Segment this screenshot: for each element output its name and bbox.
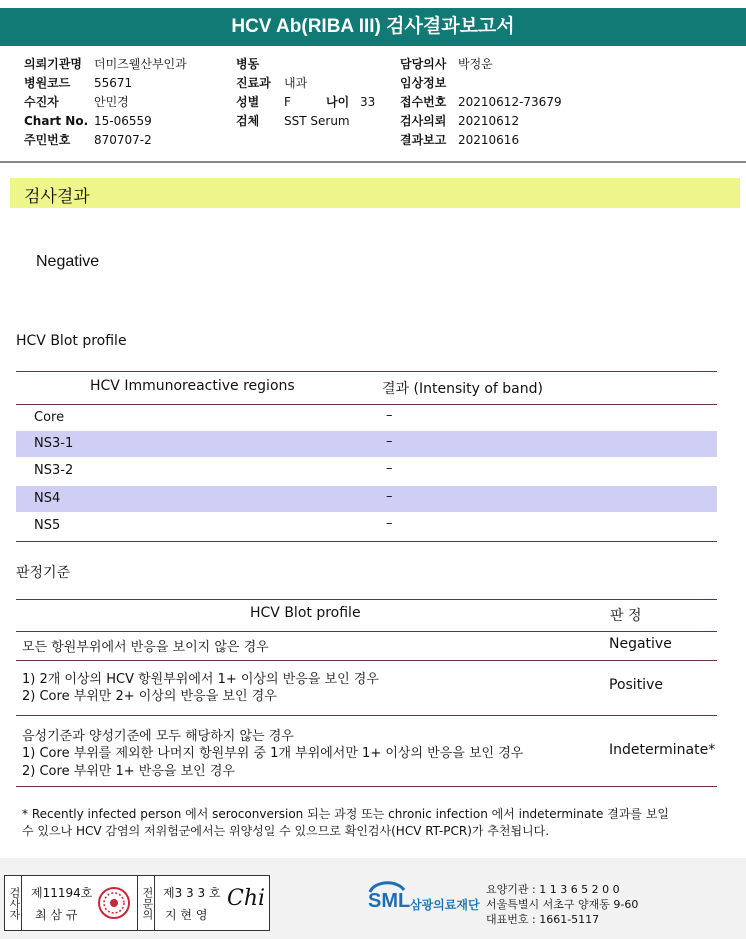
criteria-title: 판정기준 — [16, 565, 71, 581]
age-label: 나이 — [326, 95, 350, 109]
info-row — [400, 131, 630, 150]
info-row — [236, 55, 386, 74]
logo-text: SML — [368, 890, 411, 912]
info-divider — [0, 161, 746, 163]
info-label: 의뢰기관명 — [24, 57, 82, 71]
info-label: 진료과 — [236, 76, 271, 90]
result-cell: – — [386, 516, 393, 531]
info-row — [400, 93, 630, 112]
specialist-number: 제3 3 3 호 — [163, 886, 221, 900]
info-value: 20210616 — [458, 133, 520, 147]
info-column-1 — [24, 55, 234, 150]
report-title: HCV Ab(RIBA III) 검사결과보고서 — [231, 16, 515, 37]
criteria-line: 음성기준과 양성기준에 모두 해당하지 않는 경우 — [22, 729, 294, 744]
criteria-judgement: Indeterminate* — [609, 742, 716, 758]
info-value: F — [284, 95, 291, 109]
info-value: 55671 — [94, 76, 133, 90]
info-label: 접수번호 — [400, 95, 447, 109]
result-cell: – — [386, 434, 393, 449]
info-label: 검체 — [236, 114, 260, 128]
info-label: 임상정보 — [400, 76, 447, 90]
info-value: 20210612-73679 — [458, 95, 562, 109]
org-name: 삼광의료재단 — [410, 898, 480, 912]
info-label: 결과보고 — [400, 133, 447, 147]
info-row — [24, 131, 234, 150]
inspector-name: 최 삼 규 — [35, 908, 78, 922]
info-row — [24, 112, 234, 131]
age-value: 33 — [360, 95, 376, 109]
signature: Chi — [227, 886, 266, 911]
criteria-line: 2) Core 부위만 1+ 반응을 보인 경우 — [22, 764, 235, 779]
inspector-label: 검사자 — [5, 876, 22, 930]
footnote-line: 수 있으나 HCV 감염의 저위험군에서는 위양성일 수 있으므로 확인검사(HCV RT-PCR)가 추천됩니다. — [22, 824, 550, 838]
info-label: 성별 — [236, 95, 260, 109]
info-label: 수진자 — [24, 95, 59, 109]
info-row — [236, 74, 386, 93]
section-heading — [10, 178, 740, 208]
info-value: 안민경 — [94, 95, 129, 109]
table-rule — [16, 599, 717, 600]
section-title: 검사결과 — [24, 187, 90, 207]
table-rule — [16, 786, 717, 787]
table-row — [16, 513, 717, 539]
org-code: 요양기관 : 1 1 3 6 5 2 0 0 — [486, 883, 620, 896]
info-row — [400, 74, 630, 93]
criteria-judgement: Positive — [609, 677, 663, 693]
table-row — [16, 458, 717, 484]
table-rule — [16, 660, 717, 661]
info-column-3 — [400, 55, 630, 150]
table-row — [16, 431, 717, 457]
blot-header-result: 결과 (Intensity of band) — [382, 381, 543, 397]
result-cell: – — [386, 489, 393, 504]
info-value: 더미즈웰산부인과 — [94, 57, 187, 71]
info-value: SST Serum — [284, 114, 350, 128]
criteria-line: 2) Core 부위만 2+ 이상의 반응을 보인 경우 — [22, 689, 277, 704]
criteria-header-profile: HCV Blot profile — [250, 605, 361, 621]
footnote-line: * Recently infected person 에서 seroconversion 되는 과정 또는 chronic infection 에서 indeterminate 결과를 보일 — [22, 807, 670, 821]
footnote — [22, 806, 722, 840]
info-row — [400, 55, 630, 74]
inspector-number: 제11194호 — [31, 886, 93, 900]
blot-title: HCV Blot profile — [16, 333, 127, 349]
info-label: Chart No. — [24, 114, 89, 128]
info-row — [24, 93, 234, 112]
info-column-2 — [236, 55, 386, 131]
org-phone: 대표번호 : 1661-5117 — [486, 913, 600, 926]
result-cell: – — [386, 461, 393, 476]
info-value: 내과 — [284, 76, 308, 90]
criteria-judgement: Negative — [609, 636, 672, 652]
region-cell: Core — [34, 410, 65, 425]
region-cell: NS3-1 — [34, 436, 74, 451]
specialist-label: 전문의 — [137, 876, 155, 930]
region-cell: NS4 — [34, 491, 61, 506]
org-contact — [486, 882, 638, 927]
criteria-line: 1) 2개 이상의 HCV 항원부위에서 1+ 이상의 반응을 보인 경우 — [22, 672, 379, 687]
criteria-header-judgement: 판 정 — [610, 608, 642, 624]
result-cell: – — [386, 408, 393, 423]
org-address: 서울특별시 서초구 양재동 9-60 — [486, 898, 639, 911]
info-label: 담당의사 — [400, 57, 447, 71]
region-cell: NS3-2 — [34, 463, 74, 478]
info-value: 박정운 — [458, 57, 493, 71]
info-label: 검사의뢰 — [400, 114, 447, 128]
table-row — [16, 405, 717, 431]
info-row — [24, 55, 234, 74]
info-value: 870707-2 — [94, 133, 152, 147]
info-value: 20210612 — [458, 114, 520, 128]
criteria-line: 1) Core 부위를 제외한 나머지 항원부위 중 1개 부위에서만 1+ 이상의 반응을 보인 경우 — [22, 746, 524, 761]
info-row — [236, 112, 386, 131]
info-value: 15-06559 — [94, 114, 152, 128]
info-row — [236, 93, 386, 112]
info-row — [400, 112, 630, 131]
region-cell: NS5 — [34, 518, 61, 533]
criteria-line: 모든 항원부위에서 반응을 보이지 않은 경우 — [22, 640, 269, 655]
report-header — [0, 0, 746, 56]
specialist-name: 지 현 영 — [165, 908, 208, 922]
seal-stamp-icon — [97, 886, 131, 920]
info-row — [24, 74, 234, 93]
table-rule — [16, 541, 717, 542]
org-logo — [364, 880, 480, 922]
table-rule — [16, 631, 717, 632]
overall-result: Negative — [36, 253, 100, 270]
table-rule — [16, 715, 717, 716]
info-label: 병동 — [236, 57, 260, 71]
info-label: 주민번호 — [24, 133, 71, 147]
table-rule — [16, 371, 717, 372]
info-label: 병원코드 — [24, 76, 71, 90]
signature-box — [4, 875, 270, 931]
blot-header-region: HCV Immunoreactive regions — [90, 378, 295, 394]
table-row — [16, 486, 717, 512]
